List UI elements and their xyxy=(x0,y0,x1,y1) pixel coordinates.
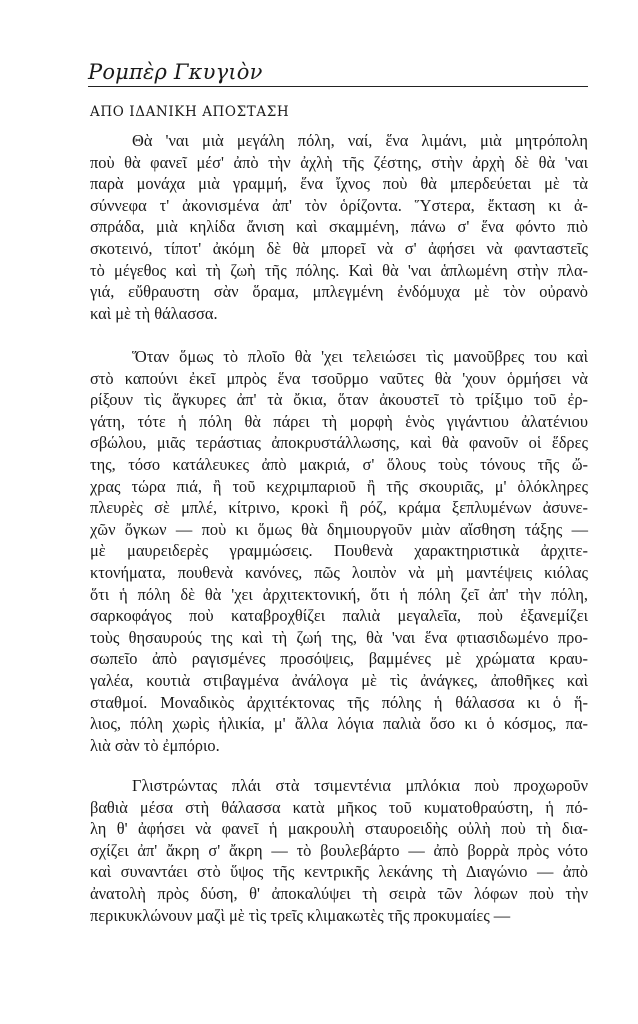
text-line: σκοτεινό, τίποτ' ἀκόμη δὲ θὰ μπορεῖ νὰ σ' ἀφήσει νὰ φανταστεῖς xyxy=(90,238,588,258)
text-line: λιὰ σὰν τὸ ἐμπόριο. xyxy=(90,735,220,755)
text-line: μὲ μαυρειδερὲς γραμμώσεις. Πουθενὰ χαρακτηριστικὰ ἀρχιτε- xyxy=(90,541,588,561)
text-line: παρὰ μονάχα μιὰ γραμμή, ἕνα ἴχνος ποὺ θὰ μπερδεύεται μὲ τὰ xyxy=(90,174,588,194)
text-line: Ὅταν ὅμως τὸ πλοῖο θὰ 'χει τελειώσει τὶς μανοῦβρες του καὶ xyxy=(132,347,588,366)
text-line: λιος, πόλη χωρὶς ἡλικία, μ' ἄλλα λόγια παλιὰ ὅσο κι ὁ κόσμος, πα- xyxy=(90,714,588,734)
text-line: γαλέα, κουτιὰ στιβαγμένα ἀνάλογα μὲ τὶς ἀνάγκες, ἀποθῆκες καὶ xyxy=(90,670,588,690)
text-line: χῶν ὄγκων — ποὺ κι ὅμως θὰ δημιουργοῦν μιὰν αἴσθηση τάξης — xyxy=(90,519,588,539)
text-line: Γλιστρώντας πλάι στὰ τσιμεντένια μπλόκια ποὺ προχωροῦν xyxy=(132,776,588,795)
text-line: κτονήματα, πουθενὰ κανόνες, πῶς λοιπὸν νὰ μὴ μαντέψεις κιόλας xyxy=(90,562,588,582)
text-line: λη θ' ἀφήσει νὰ φανεῖ ἡ μακρουλὴ σταυροειδὴς οὐλὴ ποὺ τὴ δια- xyxy=(90,819,588,839)
text-line: καὶ συναντάει στὸ ὕψος τῆς κεντρικῆς λεκάνης τὴ Διαγώνιο — ἀπὸ xyxy=(90,862,588,882)
text-line: σπράδα, μιὰ κηλίδα ἄνιση καὶ σκαμμένη, πάνω σ' ἕνα φόντο πιὸ xyxy=(90,217,588,237)
text-line: ποὺ θὰ φανεῖ μέσ' ἀπὸ τὴν ἀχλὴ τῆς ζέστης, στὴν ἀρχὴ δὲ θὰ 'ναι xyxy=(90,152,588,172)
text-line: πλευρὲς σὲ μπλέ, κίτρινο, κροκὶ ἢ ρόζ, κράμα ξεπλυμένων ἀσυνε- xyxy=(90,498,588,518)
text-line: τὸ μέγεθος καὶ τὴ ζωὴ τῆς πόλης. Καὶ θὰ 'ναι ἁπλωμένη στὴν πλα- xyxy=(90,260,588,280)
text-line: ρίξουν τὶς ἄγκυρες ἀπ' τὰ ὄκια, ὅταν ἀκουστεῖ τὸ τρίξιμο τοῦ ἐρ- xyxy=(90,390,588,410)
text-line: τοὺς θησαυρούς της καὶ τὴ ζωή της, θὰ 'ναι ἕνα φτιασιδωμένο προ- xyxy=(90,627,588,647)
text-line: ὅτι ἡ πόλη δὲ θὰ 'χει ἀρχιτεκτονική, ὅτι ἡ πόλη ζεῖ ἀπ' τὴν πόλη, xyxy=(90,584,588,604)
text-line: βαθιὰ μέσα στὴ θάλασσα κατὰ μῆκος τοῦ κυματοθραύστη, ἡ πό- xyxy=(90,797,588,817)
paragraph xyxy=(90,130,588,324)
text-line: σαρκοφάγος ποὺ καταβροχθίζει παλιὰ μεγαλεῖα, ποὺ ἐξανεμίζει xyxy=(90,606,588,626)
text-line: γιά, εὔθραυστη σὰν ὅραμα, μπλεγμένη ἐνδόμυχα μὲ τὸν οὐρανὸ xyxy=(90,282,588,302)
text-line: σύννεφα τ' ἀκονισμένα ἀπ' τὸν ὁρίζοντα. Ὕστερα, ἔκταση κι ἀ- xyxy=(90,195,588,215)
text-line: σχίζει ἀπ' ἄκρη σ' ἄκρη — τὸ βουλεβάρτο — ἀπὸ βορρὰ πρὸς νότο xyxy=(90,840,588,860)
text-line: χρας τώρα πιά, ἢ τοῦ κεχριμπαριοῦ ἢ τῆς σκουριᾶς, μ' ὁλόκληρες xyxy=(90,476,588,496)
text-line: της, τόσο κατάλευκες ἀπὸ μακριά, σ' ὅλους τοὺς τόνους τῆς ὤ- xyxy=(90,454,588,474)
text-line: περικυκλώνουν μαζὶ μὲ τὶς τρεῖς κλιμακωτὲς τῆς προκυμαίες — xyxy=(90,905,511,925)
running-head-author: Ρομπὲρ Γκυγιὸν xyxy=(88,60,263,84)
paragraph xyxy=(90,346,588,756)
paragraph xyxy=(90,775,588,926)
text-line: γάτη, τότε ἡ πόλη θὰ πάρει τὴ μορφὴ ἑνὸς γιγάντιου ἀλατένιου xyxy=(90,411,588,431)
text-line: σωπεῖο ἀπὸ ραγισμένες προσόψεις, βαμμένες μὲ χρώματα κραυ- xyxy=(90,649,588,669)
text-line: στὸ καπούνι ἐκεῖ μπρὸς ἕνα τσοῦρμο ναῦτες θὰ 'χουν ὁρμήσει νὰ xyxy=(90,368,588,388)
page-header xyxy=(88,56,588,87)
text-line: σταθμοί. Μοναδικὸς ἀρχιτέκτονας τῆς πόλης ἡ θάλασσα κι ὁ ἥ- xyxy=(90,692,588,712)
text-line: καὶ μὲ τὴ θάλασσα. xyxy=(90,303,218,323)
text-line: Θὰ 'ναι μιὰ μεγάλη πόλη, ναί, ἕνα λιμάνι, μιὰ μητρόπολη xyxy=(132,131,588,150)
text-line: σβώλου, μιᾶς τεράστιας ἀποκρυστάλλωσης, καὶ θὰ φανοῦν οἱ ἕδρες xyxy=(90,433,588,453)
text-line: ἀνατολὴ πρὸς δύση, θ' ἀποκαλύψει τὴ σειρὰ τῶν λόφων ποὺ τὴν xyxy=(90,883,588,903)
section-title: ΑΠΟ ΙΔΑΝΙΚΗ ΑΠΟΣΤΑΣΗ xyxy=(90,104,290,120)
